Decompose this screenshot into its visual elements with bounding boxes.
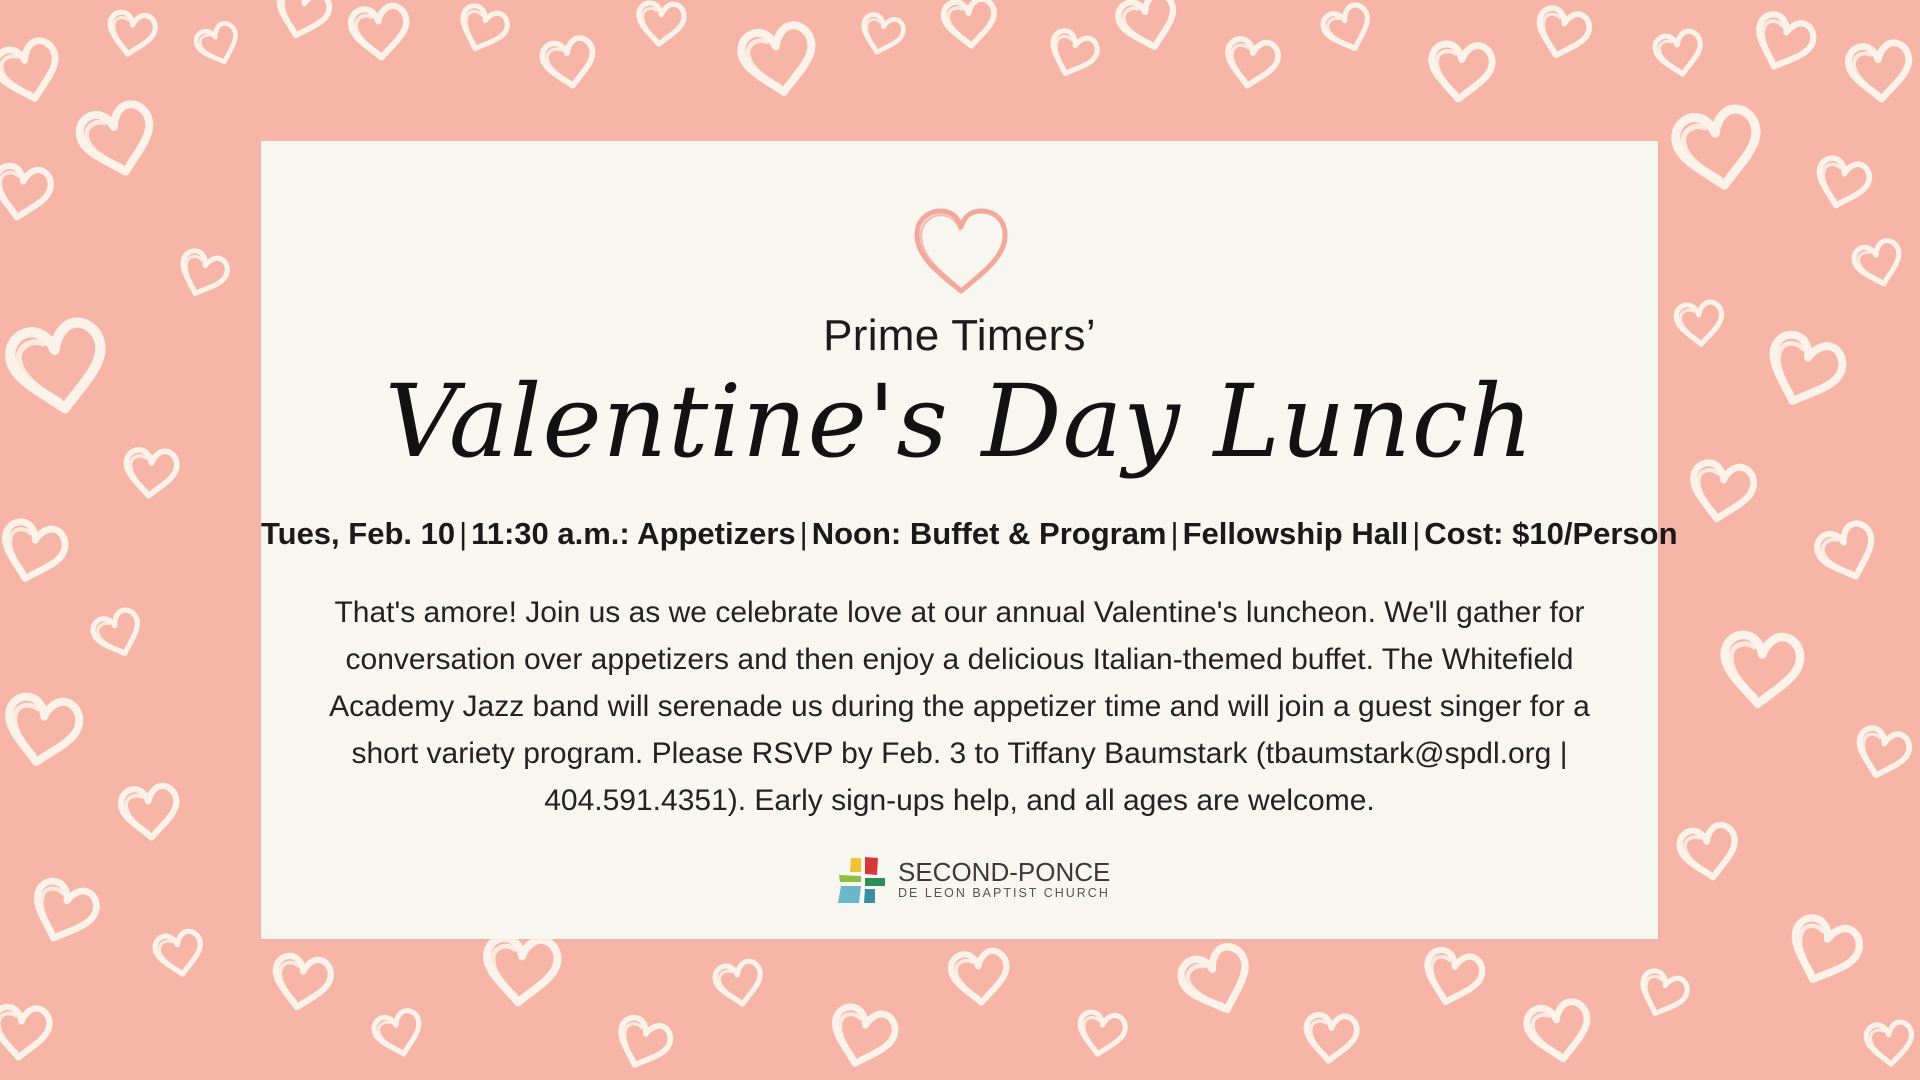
pattern-heart: [738, 23, 819, 98]
pattern-heart: [105, 10, 157, 58]
pattern-heart: [1075, 1010, 1127, 1058]
separator: |: [1412, 516, 1421, 551]
pattern-heart: [950, 950, 1010, 1005]
pattern-heart: [1304, 1013, 1358, 1063]
event-title: Valentine's Day Lunch: [384, 363, 1535, 480]
pattern-heart: [1524, 999, 1593, 1064]
pattern-heart: [75, 100, 160, 180]
pattern-heart: [1044, 27, 1101, 81]
pattern-heart: [0, 37, 64, 106]
pattern-heart: [6, 319, 110, 416]
pattern-heart: [1532, 5, 1593, 62]
pattern-heart: [713, 960, 765, 1008]
pattern-heart: [0, 518, 69, 587]
pattern-heart: [454, 2, 511, 56]
pattern-heart: [1176, 942, 1258, 1020]
pattern-heart: [153, 930, 205, 978]
pattern-heart: [120, 785, 180, 840]
pattern-heart: [1721, 632, 1802, 707]
pattern-heart: [0, 1005, 51, 1060]
pattern-heart: [1865, 1021, 1914, 1066]
event-buffet-time: Noon: Buffet & Program: [811, 516, 1167, 551]
pattern-heart: [636, 1, 685, 46]
pattern-heart: [270, 953, 333, 1012]
pattern-heart: [1320, 2, 1377, 56]
pattern-heart: [540, 36, 598, 90]
pattern-heart: [1634, 967, 1691, 1021]
pattern-heart: [90, 607, 147, 661]
pattern-heart: [1675, 301, 1724, 346]
pattern-heart: [1419, 946, 1486, 1009]
pattern-heart: [1677, 823, 1740, 882]
pattern-heart: [0, 163, 53, 222]
pattern-heart: [483, 935, 559, 1005]
pattern-heart: [272, 0, 333, 42]
pattern-heart: [350, 5, 410, 60]
event-appetizers-time: 11:30 a.m.: Appetizers: [471, 516, 796, 551]
pattern-heart: [124, 448, 178, 498]
pattern-heart: [1653, 30, 1705, 78]
pattern-heart: [826, 1003, 899, 1072]
event-details: [261, 516, 1678, 552]
pattern-heart: [1115, 0, 1182, 54]
pattern-heart: [25, 876, 101, 948]
pattern-heart: [1847, 42, 1912, 102]
pattern-heart: [1748, 10, 1817, 76]
pattern-heart: [942, 0, 996, 48]
pattern-heart: [857, 12, 905, 58]
separator: |: [459, 516, 468, 551]
pattern-heart: [1223, 36, 1281, 90]
pattern-heart: [1852, 725, 1913, 782]
pattern-heart: [1782, 912, 1864, 990]
event-description: That's amore! Join us as we celebrate love at our annual Valentine's luncheon. We'll gather for conversation over appetizers and then enjoy a delicious Italian-themed buffet. The Whitefield Academy Jazz band will serenade us during the appetizer time and will join a guest singer for a short variety program. Please RSVP by Feb. 3 to Tiffany Baumstark (tbaumstark@spdl.org | 404.591.4351). Early sign-ups help, and all ages are welcome.: [329, 596, 1590, 817]
event-date: Tues, Feb. 10: [261, 516, 456, 551]
pattern-heart: [1672, 106, 1764, 192]
church-name: SECOND-PONCE: [898, 857, 1111, 887]
pattern-heart: [611, 1013, 674, 1073]
church-logo-mark: [837, 856, 887, 904]
event-subtitle: Prime Timers’: [823, 311, 1096, 360]
event-location: Fellowship Hall: [1182, 516, 1409, 551]
pattern-heart: [1428, 42, 1493, 102]
pattern-heart: [1687, 459, 1756, 524]
pattern-heart: [1812, 155, 1873, 212]
pattern-heart: [2, 693, 83, 768]
pattern-heart: [1851, 238, 1905, 290]
pattern-heart: [1813, 520, 1882, 586]
heart-outline-icon: [909, 203, 1014, 299]
pattern-heart: [174, 247, 231, 301]
event-cost: Cost: $10/Person: [1424, 516, 1678, 551]
pattern-heart: [1759, 329, 1847, 413]
pattern-heart: [371, 1008, 425, 1060]
invitation-card: [261, 141, 1678, 939]
church-logo: [837, 856, 1110, 904]
separator: |: [1170, 516, 1179, 551]
church-tagline: DE LEON BAPTIST CHURCH: [898, 886, 1110, 900]
pattern-heart: [193, 21, 243, 69]
separator: |: [799, 516, 808, 551]
